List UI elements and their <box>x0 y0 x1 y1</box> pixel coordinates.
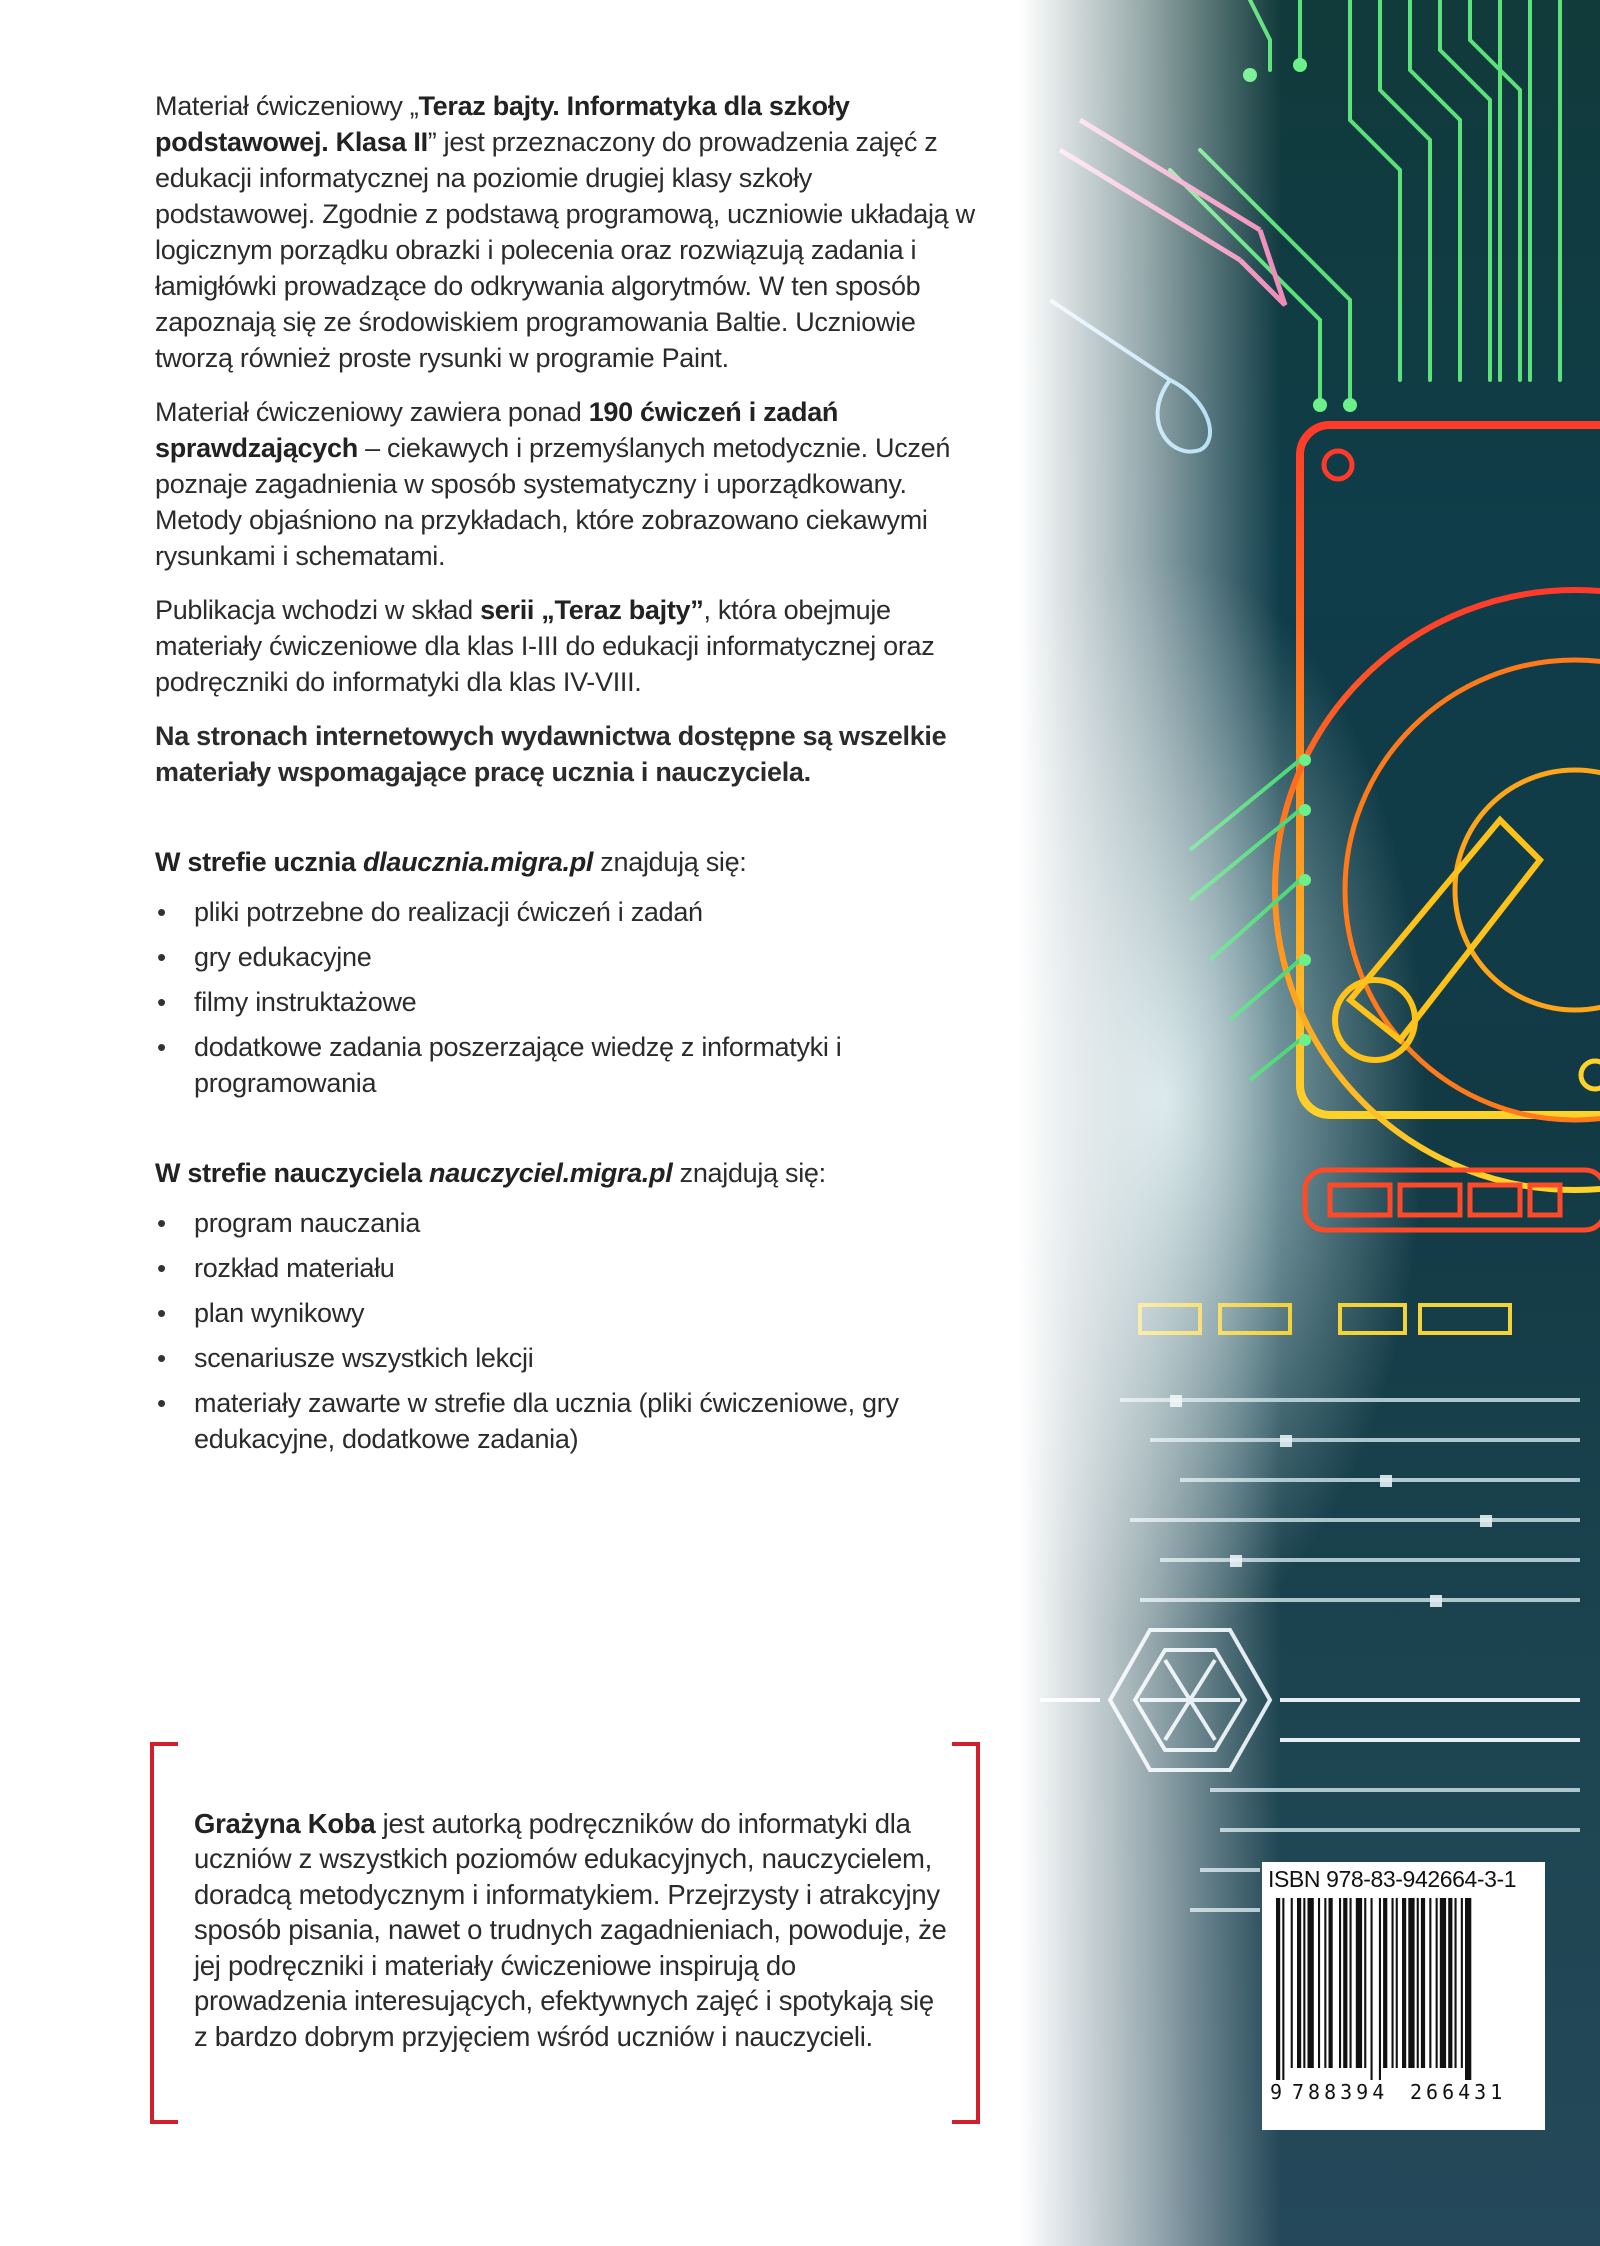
isbn-digit-first: 9 <box>1270 2080 1283 2104</box>
author-box <box>150 1742 980 2124</box>
intro-paragraph-3 <box>155 592 975 700</box>
isbn-digits-right: 266431 <box>1410 2080 1507 2104</box>
teacher-zone-link[interactable]: nauczyciel.migra.pl <box>429 1158 673 1188</box>
teacher-zone-suffix: znajdują się: <box>672 1158 826 1188</box>
list-item: • materiały zawarte w strefie dla ucznia (pliki ćwiczeniowe, gry edukacyjne, dodatkowe zadania) <box>155 1385 975 1457</box>
student-zone-suffix: znajdują się: <box>593 847 747 877</box>
list-item: • gry edukacyjne <box>155 939 975 975</box>
student-zone-link[interactable]: dlaucznia.migra.pl <box>362 847 594 877</box>
student-zone-heading <box>155 844 975 880</box>
isbn-digits-left: 788394 <box>1292 2080 1389 2104</box>
student-zone-label: W strefie ucznia <box>155 847 363 877</box>
intro-paragraph-2 <box>155 394 975 574</box>
list-item: • scenariusze wszystkich lekcji <box>155 1340 975 1376</box>
list-item: • filmy instruktażowe <box>155 984 975 1020</box>
intro-text: Materiał ćwiczeniowy zawiera ponad <box>155 397 589 427</box>
teacher-zone-heading <box>155 1155 975 1191</box>
intro-paragraph-4: Na stronach internetowych wydawnictwa dostępne są wszelkie materiały wspomagające pracę ucznia i nauczyciela. <box>155 721 947 787</box>
description-text <box>155 88 975 1466</box>
exercise-count: 190 ćwiczeń i zadań sprawdzających <box>155 397 839 463</box>
list-item: • rozkład materiału <box>155 1250 975 1286</box>
intro-paragraph-1 <box>155 88 975 376</box>
series-name: serii „Teraz bajty” <box>480 595 704 625</box>
isbn-digits <box>1270 2080 1506 2104</box>
list-item: • program nauczania <box>155 1205 975 1241</box>
author-bio <box>194 1806 954 2055</box>
isbn-label: ISBN 978-83-942664-3-1 <box>1268 1866 1517 1892</box>
barcode-icon <box>1262 1898 1545 2080</box>
list-item: • pliki potrzebne do realizacji ćwiczeń i zadań <box>155 894 975 930</box>
author-name: Grażyna Koba <box>194 1807 376 1839</box>
left-bracket <box>150 1742 178 2124</box>
intro-text: ” jest przeznaczony do prowadzenia zajęć z edukacji informatycznej na poziomie drugiej klasy szkoły podstawowej. Zgodnie z podstawą programową, uczniowie układają w logicznym porządku obrazki i polecenia oraz rozwiązują zadania i łamigłówki prowadzące do odkrywania algorytmów. W ten sposób zapoznają się ze środowiskiem programowania Baltie. Uczniowie tworzą również proste rysunki w programie Paint. <box>155 127 975 373</box>
intro-text: , która obejmuje materiały ćwiczeniowe dla klas I-III do edukacji informatycznej oraz podręczniki do informatyki dla klas IV-VIII. <box>155 595 935 697</box>
student-zone-list <box>155 894 975 1101</box>
intro-text: Publikacja wchodzi w skład <box>155 595 481 625</box>
author-bio-text: jest autorką podręczników do informatyki dla uczniów z wszystkich poziomów edukacyjnych, nauczycielem, doradcą metodycznym i informatykiem. Przejrzysty i atrakcyjny sposób pisania, nawet o trudnych zagadnieniach, powoduje, że jej podręczniki i materiały ćwiczeniowe inspirują do prowadzenia interesujących, efektywnych zajęć i spotykają się z bardzo dobrym przyjęciem wśród uczniów i nauczycieli. <box>194 1807 947 2052</box>
intro-text: – ciekawych i przemyślanych metodycznie. Uczeń poznaje zagadnienia w sposób systematyczny i uporządkowany. Metody objaśniono na przykładach, które zobrazowano ciekawymi rysunkami i schematami. <box>155 433 951 571</box>
list-item: • plan wynikowy <box>155 1295 975 1331</box>
book-title: Teraz bajty. Informatyka dla szkoły podstawowej. Klasa II <box>155 91 850 157</box>
teacher-zone-list <box>155 1205 975 1457</box>
intro-text: Materiał ćwiczeniowy „ <box>155 91 419 121</box>
teacher-zone-label: W strefie nauczyciela <box>155 1158 430 1188</box>
right-bracket <box>952 1742 980 2124</box>
isbn-barcode <box>1262 1862 1545 2130</box>
list-item: • dodatkowe zadania poszerzające wiedzę z informatyki i programowania <box>155 1029 975 1101</box>
